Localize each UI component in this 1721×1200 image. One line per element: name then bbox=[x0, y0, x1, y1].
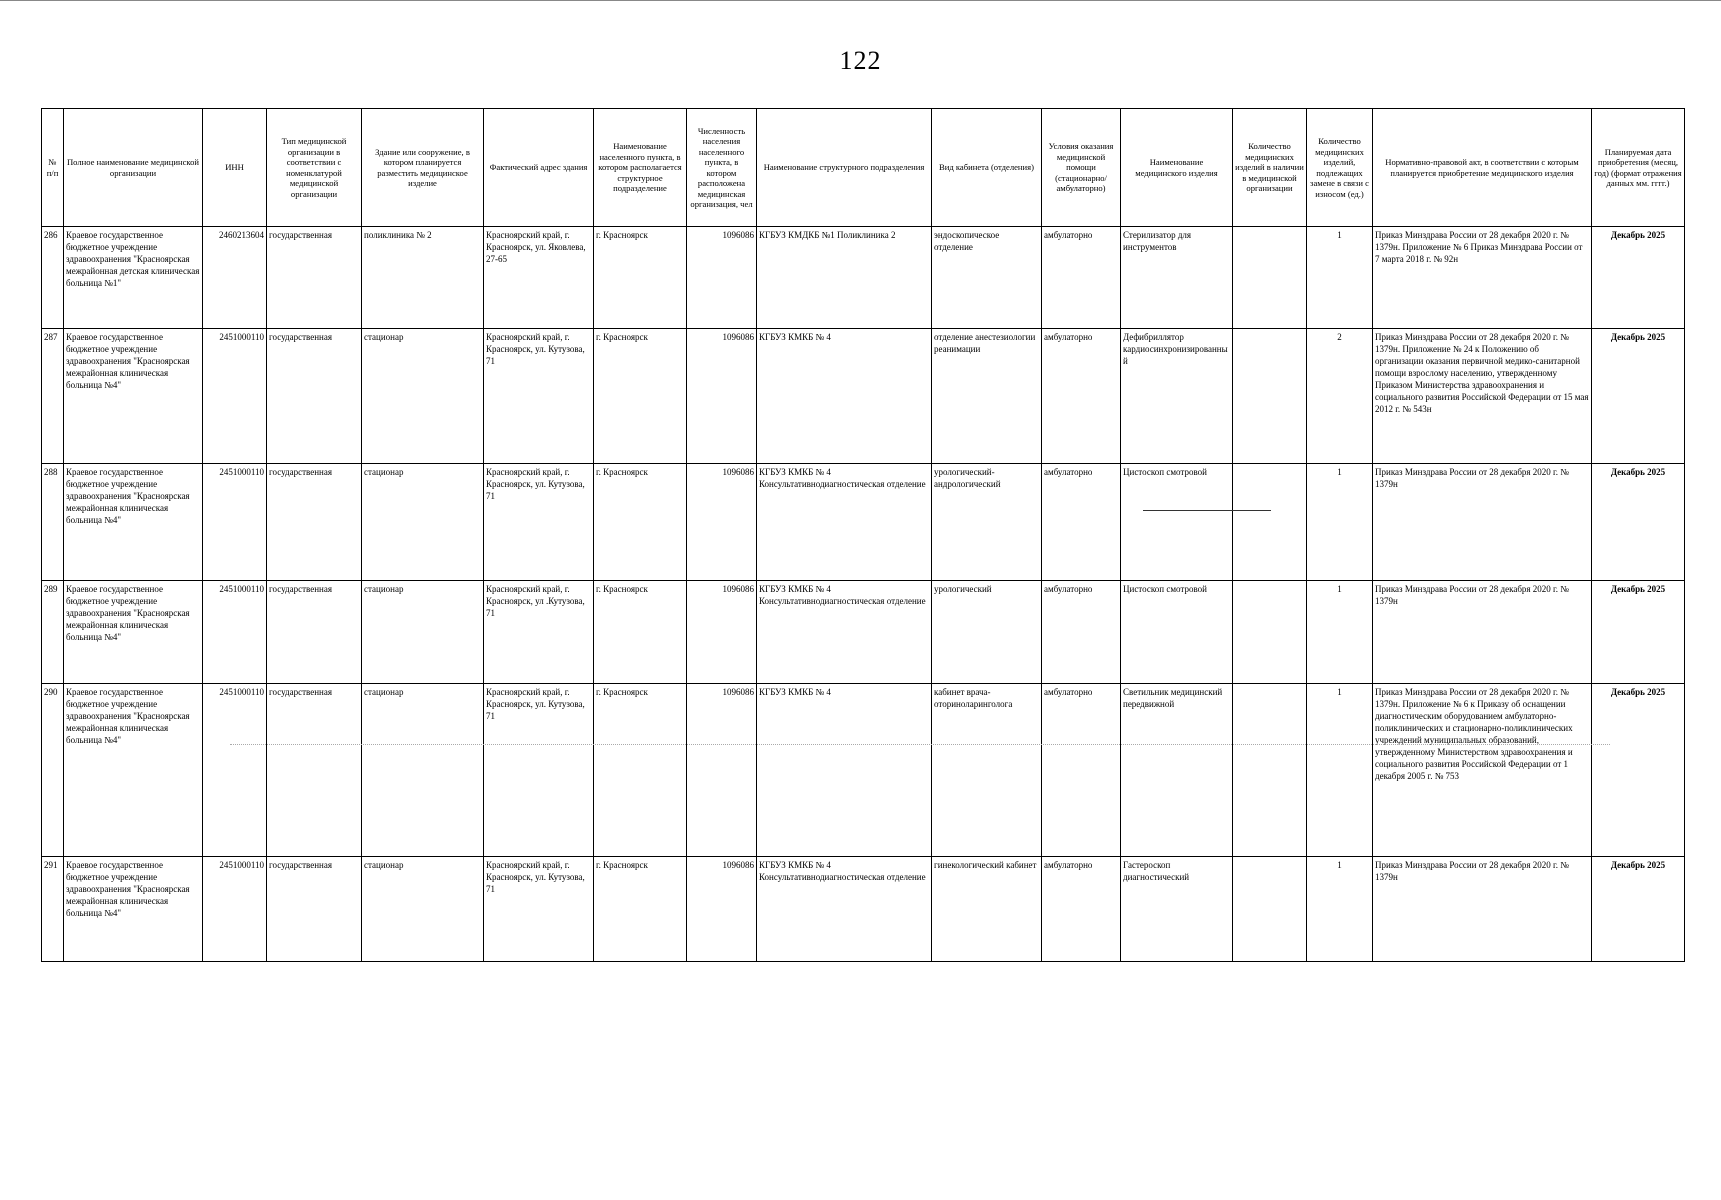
table-row bbox=[42, 684, 1685, 857]
conditions: амбулаторно bbox=[1042, 581, 1121, 684]
building: стационар bbox=[362, 857, 484, 962]
org-type: государственная bbox=[267, 329, 362, 464]
org-name: Краевое государственное бюджетное учреждение здравоохранения "Красноярская межрайонная клиническая больница №4" bbox=[64, 581, 203, 684]
device: Цистоскоп смотровой bbox=[1121, 581, 1233, 684]
qty-replace: 1 bbox=[1307, 227, 1373, 329]
division: КГБУЗ КМДКБ №1 Поликлиника 2 bbox=[757, 227, 932, 329]
header-cell: Наименование медицинского изделия bbox=[1121, 109, 1233, 227]
address: Красноярский край, г. Красноярск, ул. Кутузова, 71 bbox=[484, 684, 594, 857]
cabinet: отделение анестезиологии реанимации bbox=[932, 329, 1042, 464]
row-number: 289 bbox=[42, 581, 64, 684]
locality: г. Красноярск bbox=[594, 581, 687, 684]
planned-date: Декабрь 2025 bbox=[1592, 464, 1685, 581]
locality: г. Красноярск bbox=[594, 464, 687, 581]
population: 1096086 bbox=[687, 227, 757, 329]
legal-act: Приказ Минздрава России от 28 декабря 2020 г. № 1379н. Приложение № 6 Приказ Минздрава России от 7 марта 2018 г. № 92н bbox=[1373, 227, 1592, 329]
org-name: Краевое государственное бюджетное учреждение здравоохранения "Красноярская межрайонная детская клиническая больница №1" bbox=[64, 227, 203, 329]
device: Светильник медицинский передвижной bbox=[1121, 684, 1233, 857]
table-row bbox=[42, 329, 1685, 464]
division: КГБУЗ КМКБ № 4 bbox=[757, 329, 932, 464]
planned-date: Декабрь 2025 bbox=[1592, 857, 1685, 962]
building: стационар bbox=[362, 581, 484, 684]
scan-top-edge bbox=[0, 0, 1721, 1]
conditions: амбулаторно bbox=[1042, 227, 1121, 329]
locality: г. Красноярск bbox=[594, 857, 687, 962]
row-number: 290 bbox=[42, 684, 64, 857]
locality: г. Красноярск bbox=[594, 329, 687, 464]
row-number: 286 bbox=[42, 227, 64, 329]
scan-artifact-line bbox=[1143, 510, 1271, 511]
header-cell: Численность населения населенного пункта, в котором расположена медицинская организация, чел bbox=[687, 109, 757, 227]
cabinet: гинекологический кабинет bbox=[932, 857, 1042, 962]
header-cell: Здание или сооружение, в котором планируется разместить медицинское изделие bbox=[362, 109, 484, 227]
division: КГБУЗ КМКБ № 4 Консультативнодиагностическая отделение bbox=[757, 464, 932, 581]
cabinet: урологический bbox=[932, 581, 1042, 684]
qty-replace: 1 bbox=[1307, 857, 1373, 962]
division: КГБУЗ КМКБ № 4 Консультативнодиагностическая отделение bbox=[757, 581, 932, 684]
org-name: Краевое государственное бюджетное учреждение здравоохранения "Красноярская межрайонная клиническая больница №4" bbox=[64, 464, 203, 581]
building: стационар bbox=[362, 329, 484, 464]
inn: 2451000110 bbox=[203, 329, 267, 464]
org-type: государственная bbox=[267, 227, 362, 329]
device: Цистоскоп смотровой bbox=[1121, 464, 1233, 581]
qty-replace: 1 bbox=[1307, 464, 1373, 581]
population: 1096086 bbox=[687, 581, 757, 684]
address: Красноярский край, г. Красноярск, ул. Кутузова, 71 bbox=[484, 329, 594, 464]
population: 1096086 bbox=[687, 464, 757, 581]
building: поликлиника № 2 bbox=[362, 227, 484, 329]
qty-have bbox=[1233, 581, 1307, 684]
cabinet: урологический-андрологический bbox=[932, 464, 1042, 581]
qty-have bbox=[1233, 227, 1307, 329]
qty-replace: 1 bbox=[1307, 581, 1373, 684]
legal-act: Приказ Минздрава России от 28 декабря 2020 г. № 1379н. Приложение № 6 к Приказу об оснащении диагностическим оборудованием амбулаторно-поликлинических и стационарно-поликлинических учреждений муниципальных образований, утвержденному Министерством здравоохранения и социального развития Российской Федерации от 1 декабря 2005 г. № 753 bbox=[1373, 684, 1592, 857]
header-cell: ИНН bbox=[203, 109, 267, 227]
conditions: амбулаторно bbox=[1042, 329, 1121, 464]
table-row bbox=[42, 227, 1685, 329]
org-type: государственная bbox=[267, 684, 362, 857]
inn: 2460213604 bbox=[203, 227, 267, 329]
inn: 2451000110 bbox=[203, 464, 267, 581]
qty-have bbox=[1233, 857, 1307, 962]
conditions: амбулаторно bbox=[1042, 464, 1121, 581]
procurement-table bbox=[41, 108, 1685, 962]
cabinet: кабинет врача-оториноларинголога bbox=[932, 684, 1042, 857]
header-cell: Наименование населенного пункта, в котором располагается структурное подразделение bbox=[594, 109, 687, 227]
locality: г. Красноярск bbox=[594, 684, 687, 857]
locality: г. Красноярск bbox=[594, 227, 687, 329]
scan-artifact-dotted-line bbox=[230, 744, 1610, 745]
division: КГБУЗ КМКБ № 4 bbox=[757, 684, 932, 857]
table-row bbox=[42, 857, 1685, 962]
qty-replace: 1 bbox=[1307, 684, 1373, 857]
row-number: 287 bbox=[42, 329, 64, 464]
table-row bbox=[42, 464, 1685, 581]
legal-act: Приказ Минздрава России от 28 декабря 2020 г. № 1379н bbox=[1373, 464, 1592, 581]
header-cell: Вид кабинета (отделения) bbox=[932, 109, 1042, 227]
row-number: 288 bbox=[42, 464, 64, 581]
org-type: государственная bbox=[267, 581, 362, 684]
device: Дефибриллятор кардиосинхронизированный bbox=[1121, 329, 1233, 464]
conditions: амбулаторно bbox=[1042, 684, 1121, 857]
division: КГБУЗ КМКБ № 4 Консультативнодиагностическая отделение bbox=[757, 857, 932, 962]
inn: 2451000110 bbox=[203, 581, 267, 684]
header-cell: Нормативно-правовой акт, в соответствии с которым планируется приобретение медицинского изделия bbox=[1373, 109, 1592, 227]
cabinet: эндоскопическое отделение bbox=[932, 227, 1042, 329]
page-number: 122 bbox=[839, 46, 882, 75]
population: 1096086 bbox=[687, 857, 757, 962]
address: Красноярский край, г. Красноярск, ул .Кутузова, 71 bbox=[484, 581, 594, 684]
org-name: Краевое государственное бюджетное учреждение здравоохранения "Красноярская межрайонная клиническая больница №4" bbox=[64, 684, 203, 857]
device: Стерилизатор для инструментов bbox=[1121, 227, 1233, 329]
legal-act: Приказ Минздрава России от 28 декабря 2020 г. № 1379н bbox=[1373, 581, 1592, 684]
building: стационар bbox=[362, 464, 484, 581]
table-row bbox=[42, 581, 1685, 684]
building: стационар bbox=[362, 684, 484, 857]
address: Красноярский край, г. Красноярск, ул. Яковлева, 27-65 bbox=[484, 227, 594, 329]
header-cell: Наименование структурного подразделения bbox=[757, 109, 932, 227]
legal-act: Приказ Минздрава России от 28 декабря 2020 г. № 1379н bbox=[1373, 857, 1592, 962]
qty-replace: 2 bbox=[1307, 329, 1373, 464]
inn: 2451000110 bbox=[203, 684, 267, 857]
planned-date: Декабрь 2025 bbox=[1592, 581, 1685, 684]
address: Красноярский край, г. Красноярск, ул. Кутузова, 71 bbox=[484, 464, 594, 581]
header-cell: Количество медицинских изделий в наличии в медицинской организации bbox=[1233, 109, 1307, 227]
header-cell: Фактический адрес здания bbox=[484, 109, 594, 227]
header-cell: Полное наименование медицинской организации bbox=[64, 109, 203, 227]
org-name: Краевое государственное бюджетное учреждение здравоохранения "Красноярская межрайонная клиническая больница №4" bbox=[64, 329, 203, 464]
legal-act: Приказ Минздрава России от 28 декабря 2020 г. № 1379н. Приложение № 24 к Положению об организации оказания первичной медико-санитарной помощи взрослому населению, утвержденному Приказом Министерства здравоохранения и социального развития Российской Федерации от 15 мая 2012 г. № 543н bbox=[1373, 329, 1592, 464]
population: 1096086 bbox=[687, 329, 757, 464]
device: Гастероскоп диагностический bbox=[1121, 857, 1233, 962]
row-number: 291 bbox=[42, 857, 64, 962]
planned-date: Декабрь 2025 bbox=[1592, 684, 1685, 857]
qty-have bbox=[1233, 464, 1307, 581]
header-cell: Тип медицинской организации в соответствии с номенклатурой медицинской организации bbox=[267, 109, 362, 227]
header-cell: № п/п bbox=[42, 109, 64, 227]
qty-have bbox=[1233, 329, 1307, 464]
org-type: государственная bbox=[267, 857, 362, 962]
header-cell: Планируемая дата приобретения (месяц, год) (формат отражения данных мм. гггг.) bbox=[1592, 109, 1685, 227]
header-cell: Количество медицинских изделий, подлежащих замене в связи с износом (ед.) bbox=[1307, 109, 1373, 227]
header-cell: Условия оказания медицинской помощи (стационарно/ амбулаторно) bbox=[1042, 109, 1121, 227]
org-type: государственная bbox=[267, 464, 362, 581]
qty-have bbox=[1233, 684, 1307, 857]
planned-date: Декабрь 2025 bbox=[1592, 227, 1685, 329]
header-row bbox=[42, 109, 1685, 227]
org-name: Краевое государственное бюджетное учреждение здравоохранения "Красноярская межрайонная клиническая больница №4" bbox=[64, 857, 203, 962]
planned-date: Декабрь 2025 bbox=[1592, 329, 1685, 464]
address: Красноярский край, г. Красноярск, ул. Кутузова, 71 bbox=[484, 857, 594, 962]
population: 1096086 bbox=[687, 684, 757, 857]
inn: 2451000110 bbox=[203, 857, 267, 962]
conditions: амбулаторно bbox=[1042, 857, 1121, 962]
